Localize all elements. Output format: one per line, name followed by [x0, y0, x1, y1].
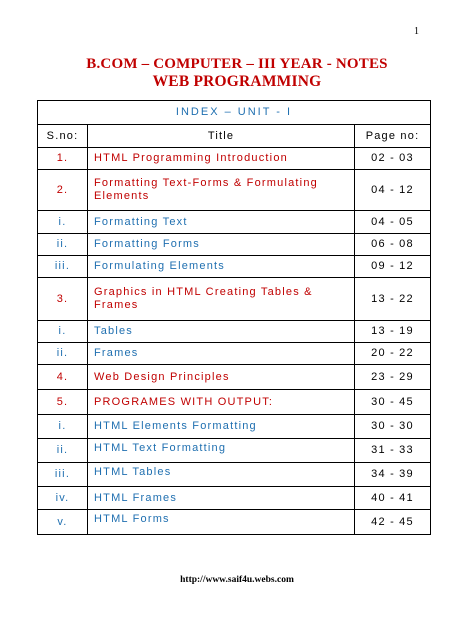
row-pages: 23 - 29	[355, 365, 431, 390]
row-sno: 3.	[38, 278, 88, 321]
row-sno: i.	[38, 415, 88, 439]
row-sno: ii.	[38, 343, 88, 365]
row-sno: i.	[38, 321, 88, 343]
table-row	[38, 415, 431, 439]
row-pages: 02 - 03	[355, 148, 431, 170]
row-title: HTML Forms	[88, 510, 355, 535]
row-title: HTML Text Formatting	[88, 439, 355, 463]
row-title: Web Design Principles	[88, 365, 355, 390]
row-sno: iii.	[38, 463, 88, 487]
row-sno: i.	[38, 211, 88, 234]
table-row	[38, 365, 431, 390]
table-row	[38, 211, 431, 234]
row-sno: ii.	[38, 234, 88, 256]
document-subtitle: WEB PROGRAMMING	[152, 73, 322, 90]
row-pages: 31 - 33	[355, 439, 431, 463]
index-caption: INDEX – UNIT - I	[38, 101, 431, 125]
row-sno: v.	[38, 510, 88, 535]
document-title: B.COM – COMPUTER – III YEAR - NOTES	[86, 56, 388, 72]
row-title: Formatting Forms	[88, 234, 355, 256]
row-title: HTML Elements Formatting	[88, 415, 355, 439]
row-pages: 04 - 12	[355, 170, 431, 211]
row-title: Graphics in HTML Creating Tables & Frames	[88, 278, 355, 321]
header-page: Page no:	[355, 125, 431, 148]
page-number: 1	[414, 26, 419, 37]
row-pages: 09 - 12	[355, 256, 431, 278]
row-title: Frames	[88, 343, 355, 365]
row-sno: 5.	[38, 390, 88, 415]
table-row	[38, 390, 431, 415]
row-title: Formatting Text	[88, 211, 355, 234]
row-pages: 13 - 22	[355, 278, 431, 321]
row-sno: ii.	[38, 439, 88, 463]
row-pages: 34 - 39	[355, 463, 431, 487]
row-pages: 30 - 30	[355, 415, 431, 439]
header-row	[38, 125, 431, 148]
row-pages: 06 - 08	[355, 234, 431, 256]
table-row	[38, 256, 431, 278]
row-title: Formulating Elements	[88, 256, 355, 278]
row-pages: 42 - 45	[355, 510, 431, 535]
row-sno: iii.	[38, 256, 88, 278]
row-title: HTML Frames	[88, 487, 355, 510]
row-sno: 1.	[38, 148, 88, 170]
table-row	[38, 439, 431, 463]
row-title: Tables	[88, 321, 355, 343]
index-table	[37, 100, 431, 535]
table-row	[38, 343, 431, 365]
header-sno: S.no:	[38, 125, 88, 148]
row-sno: 4.	[38, 365, 88, 390]
table-row	[38, 234, 431, 256]
table-row	[38, 170, 431, 211]
table-row	[38, 321, 431, 343]
table-row	[38, 487, 431, 510]
header-title: Title	[88, 125, 355, 148]
table-row	[38, 148, 431, 170]
index-caption-row	[38, 101, 431, 125]
table-row	[38, 510, 431, 535]
footer-url: http://www.saif4u.webs.com	[180, 575, 294, 585]
row-pages: 40 - 41	[355, 487, 431, 510]
row-pages: 04 - 05	[355, 211, 431, 234]
row-title: HTML Programming Introduction	[88, 148, 355, 170]
row-pages: 20 - 22	[355, 343, 431, 365]
table-row	[38, 463, 431, 487]
row-sno: 2.	[38, 170, 88, 211]
row-pages: 13 - 19	[355, 321, 431, 343]
row-title: PROGRAMES WITH OUTPUT:	[88, 390, 355, 415]
row-pages: 30 - 45	[355, 390, 431, 415]
row-title: HTML Tables	[88, 463, 355, 487]
row-title: Formatting Text-Forms & Formulating Elements	[88, 170, 355, 211]
table-row	[38, 278, 431, 321]
row-sno: iv.	[38, 487, 88, 510]
